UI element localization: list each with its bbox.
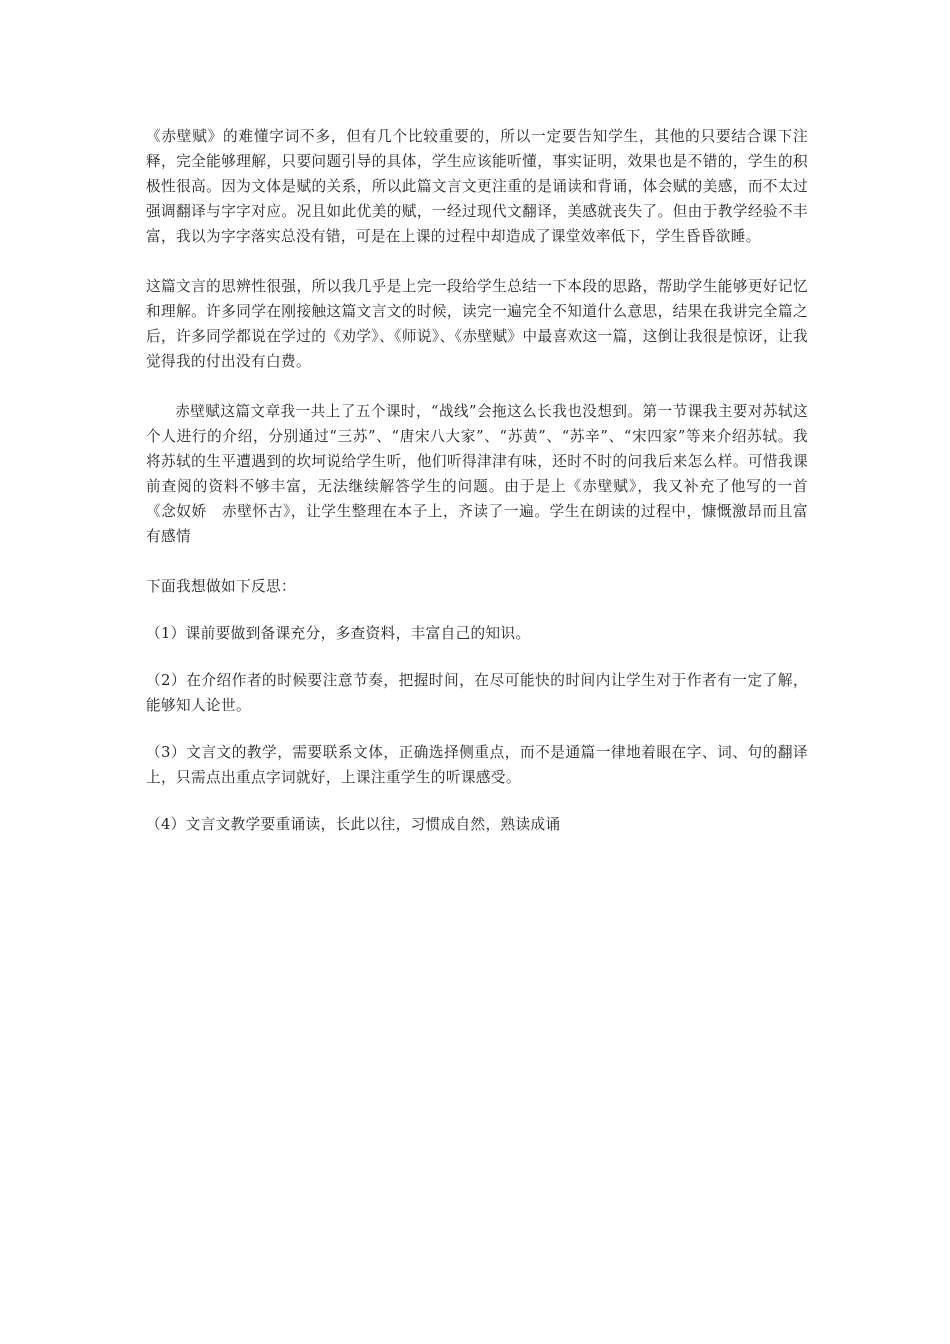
paragraph-reflection-intro: 下面我想做如下反思： (146, 578, 296, 595)
reflection-item-2: （2）在介绍作者的时候要注意节奏，把握时间，在尽可能快的时间内让学生对于作者有一定了解，能够知人论世。 (146, 672, 808, 714)
reflection-item-4: （4）文言文教学要重诵读，长此以往，习惯成自然，熟读成诵 (146, 816, 561, 833)
paragraph-class-hours: 赤壁赋这篇文章我一共上了五个课时，“战线”会拖这么长我也没想到。第一节课我主要对苏轼这个人进行的介绍，分别通过“三苏”、“唐宋八大家”、“苏黄”、“苏辛”、“宋四家”等来介绍苏轼。我将苏轼的生平遭遇到的坎坷说给学生听，他们听得津津有味，还时不时的问我后来怎么样。可惜我课前查阅的资料不够丰富，无法继续解答学生的问题。由于是上《赤壁赋》，我又补充了他写的一首《念奴娇 赤壁怀古》，让学生整理在本子上，齐读了一遍。学生在朗读的过程中，慷慨激昂而且富有感情 (146, 403, 808, 545)
reflection-item-3: （3）文言文的教学，需要联系文体，正确选择侧重点，而不是通篇一律地着眼在字、词、句的翻译上，只需点出重点字词就好，上课注重学生的听课感受。 (146, 744, 808, 786)
document-body (146, 124, 808, 859)
reflection-item-1: （1）课前要做到备课充分，多查资料，丰富自己的知识。 (146, 625, 531, 642)
paragraph-summarizing-thoughts: 这篇文言的思辨性很强，所以我几乎是上完一段给学生总结一下本段的思路，帮助学生能够更好记忆和理解。许多同学在刚接触这篇文言文的时候，读完一遍完全不知道什么意思，结果在我讲完全篇之后，许多同学都说在学过的《劝学》、《师说》、《赤壁赋》中最喜欢这一篇，这倒让我很是惊讶，让我觉得我的付出没有白费。 (146, 278, 808, 370)
paragraph-difficult-words: 《赤壁赋》的难懂字词不多，但有几个比较重要的，所以一定要告知学生，其他的只要结合课下注释，完全能够理解，只要问题引导的具体，学生应该能听懂，事实证明，效果也是不错的，学生的积极性很高。因为文体是赋的关系，所以此篇文言文更注重的是诵读和背诵，体会赋的美感，而不太过强调翻译与字字对应。况且如此优美的赋，一经过现代文翻译，美感就丧失了。但由于教学经验不丰富，我以为字字落实总没有错，可是在上课的过程中却造成了课堂效率低下，学生昏昏欲睡。 (146, 128, 808, 245)
